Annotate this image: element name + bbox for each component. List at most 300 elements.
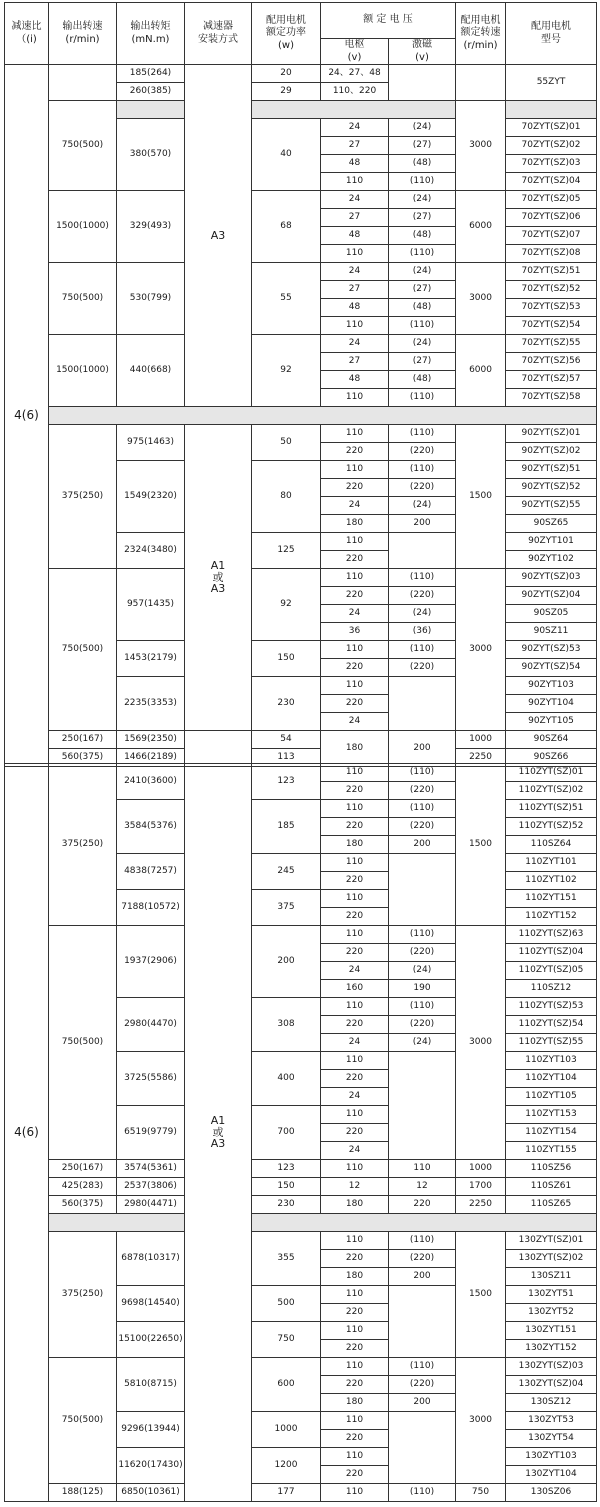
torque-cell: 6878(10317): [117, 1232, 185, 1286]
model-cell: 70ZYT(SZ)51: [506, 263, 597, 281]
model-cell: 130ZYT54: [506, 1430, 597, 1448]
excitation-cell: (24): [389, 263, 456, 281]
armature-cell: 110: [321, 1412, 389, 1430]
power-cell: 1000: [252, 1412, 321, 1448]
model-cell: 110ZYT(SZ)51: [506, 800, 597, 818]
speed-cell: 750(500): [49, 263, 117, 335]
power-cell: 375: [252, 890, 321, 926]
excitation-cell: (220): [389, 479, 456, 497]
excitation-cell: (110): [389, 998, 456, 1016]
power-cell: 150: [252, 1178, 321, 1196]
armature-cell: 110: [321, 1106, 389, 1124]
armature-cell: 220: [321, 479, 389, 497]
armature-cell: 220: [321, 1304, 389, 1322]
power-cell: 123: [252, 1160, 321, 1178]
power-cell: 40: [252, 119, 321, 191]
excitation-cell: (27): [389, 137, 456, 155]
armature-cell: 24、27、48: [321, 65, 389, 83]
motor-speed-cell: 3000: [456, 1358, 506, 1484]
model-cell: 130ZYT(SZ)03: [506, 1358, 597, 1376]
torque-cell: 3574(5361): [117, 1160, 185, 1178]
torque-cell: 3584(5376): [117, 800, 185, 854]
power-cell: 123: [252, 764, 321, 800]
blank-cell: [49, 1214, 185, 1232]
model-cell: 70ZYT(SZ)04: [506, 173, 597, 191]
excitation-cell: [389, 677, 456, 731]
torque-cell: 2410(3600): [117, 764, 185, 800]
model-cell: 90SZ64: [506, 731, 597, 749]
table-row: [5, 1358, 597, 1376]
model-cell: 90ZYT(SZ)01: [506, 425, 597, 443]
armature-cell: 220: [321, 818, 389, 836]
model-cell: 110ZYT105: [506, 1088, 597, 1106]
excitation-cell: [389, 1052, 456, 1160]
armature-cell: 180: [321, 1268, 389, 1286]
excitation-cell: (110): [389, 245, 456, 263]
excitation-cell: (36): [389, 623, 456, 641]
model-cell: 70ZYT(SZ)54: [506, 317, 597, 335]
model-cell: 130ZYT152: [506, 1340, 597, 1358]
table-row: [5, 731, 597, 749]
armature-cell: 24: [321, 119, 389, 137]
armature-cell: 110: [321, 1160, 389, 1178]
torque-cell: 957(1435): [117, 569, 185, 641]
model-cell: 130SZ12: [506, 1394, 597, 1412]
excitation-cell: (110): [389, 425, 456, 443]
model-cell: 90ZYT103: [506, 677, 597, 695]
header-mount: 减速器 安装方式: [185, 3, 252, 65]
motor-speed-cell: 1000: [456, 731, 506, 749]
armature-cell: 110: [321, 1448, 389, 1466]
model-cell: 70ZYT(SZ)02: [506, 137, 597, 155]
armature-cell: 27: [321, 281, 389, 299]
power-cell: 245: [252, 854, 321, 890]
armature-cell: 110: [321, 1232, 389, 1250]
model-cell: 90ZYT(SZ)54: [506, 659, 597, 677]
model-cell: 110SZ12: [506, 980, 597, 998]
table-row: [5, 65, 597, 83]
armature-cell: 24: [321, 1088, 389, 1106]
mount-cell: [185, 731, 252, 767]
excitation-cell: 190: [389, 980, 456, 998]
power-cell: 150: [252, 641, 321, 677]
excitation-cell: 200: [389, 1268, 456, 1286]
table-row: [5, 926, 597, 944]
excitation-cell: (110): [389, 764, 456, 782]
torque-cell: 1466(2189): [117, 749, 185, 767]
model-cell: 110ZYT155: [506, 1142, 597, 1160]
armature-cell: 220: [321, 695, 389, 713]
excitation-cell: (27): [389, 209, 456, 227]
armature-cell: 220: [321, 1430, 389, 1448]
model-cell: 70ZYT(SZ)07: [506, 227, 597, 245]
model-cell: 70ZYT(SZ)53: [506, 299, 597, 317]
armature-cell: 180: [321, 1196, 389, 1214]
excitation-cell: (220): [389, 587, 456, 605]
model-cell: 130SZ11: [506, 1268, 597, 1286]
speed-cell: 375(250): [49, 425, 117, 569]
excitation-cell: (24): [389, 335, 456, 353]
power-cell: 80: [252, 461, 321, 533]
excitation-cell: (48): [389, 155, 456, 173]
ratio-cell: 4(6): [5, 65, 49, 767]
model-cell: 90ZYT105: [506, 713, 597, 731]
model-cell: 90ZYT(SZ)52: [506, 479, 597, 497]
table-row: [5, 1484, 597, 1502]
motor-speed-cell: 1500: [456, 425, 506, 569]
power-cell: 177: [252, 1484, 321, 1502]
power-cell: 1200: [252, 1448, 321, 1484]
ratio-cell: 4(6): [5, 764, 49, 1502]
model-cell: 130ZYT104: [506, 1466, 597, 1484]
model-cell: 70ZYT(SZ)08: [506, 245, 597, 263]
torque-cell: 11620(17430): [117, 1448, 185, 1484]
motor-spec-table-1: [4, 2, 597, 767]
excitation-cell: (110): [389, 926, 456, 944]
armature-cell: 110: [321, 890, 389, 908]
armature-cell: 220: [321, 587, 389, 605]
armature-cell: 220: [321, 1124, 389, 1142]
excitation-cell: [389, 533, 456, 569]
model-cell: 70ZYT(SZ)56: [506, 353, 597, 371]
model-cell: 110ZYT101: [506, 854, 597, 872]
excitation-cell: [389, 1412, 456, 1484]
table-row: [5, 1196, 597, 1214]
model-cell: 110ZYT104: [506, 1070, 597, 1088]
model-cell: 110ZYT(SZ)53: [506, 998, 597, 1016]
armature-cell: 48: [321, 299, 389, 317]
armature-cell: 110: [321, 1358, 389, 1376]
excitation-cell: (110): [389, 461, 456, 479]
model-cell: 110ZYT(SZ)52: [506, 818, 597, 836]
power-cell: 600: [252, 1358, 321, 1412]
power-cell: 125: [252, 533, 321, 569]
speed-cell: 560(375): [49, 749, 117, 767]
excitation-cell: (220): [389, 659, 456, 677]
armature-cell: 36: [321, 623, 389, 641]
speed-cell: 750(500): [49, 926, 117, 1160]
model-cell: 55ZYT: [506, 65, 597, 101]
blank-cell: [252, 1214, 597, 1232]
mount-cell: A1 或 A3: [185, 425, 252, 731]
torque-cell: 440(668): [117, 335, 185, 407]
power-cell: 355: [252, 1232, 321, 1286]
model-cell: 130ZYT52: [506, 1304, 597, 1322]
armature-cell: 220: [321, 1016, 389, 1034]
motor-speed-cell: 3000: [456, 263, 506, 335]
armature-cell: 110: [321, 461, 389, 479]
torque-cell: 7188(10572): [117, 890, 185, 926]
blank-cell: [49, 407, 597, 425]
armature-cell: 220: [321, 1376, 389, 1394]
torque-cell: 1569(2350): [117, 731, 185, 749]
model-cell: 130ZYT53: [506, 1412, 597, 1430]
excitation-cell: (110): [389, 569, 456, 587]
excitation-cell: (110): [389, 1358, 456, 1376]
armature-cell: 110: [321, 1286, 389, 1304]
armature-cell: 220: [321, 443, 389, 461]
excitation-cell: 200: [389, 836, 456, 854]
blank-cell: [506, 101, 597, 119]
table-row: [5, 764, 597, 782]
motor-speed-cell: 3000: [456, 101, 506, 191]
armature-cell: 27: [321, 209, 389, 227]
torque-cell: 1549(2320): [117, 461, 185, 533]
power-cell: 185: [252, 800, 321, 854]
armature-cell: 24: [321, 605, 389, 623]
header-excitation: 激磁 (v): [389, 39, 456, 65]
header-motor-speed: 配用电机 额定转速 (r/min): [456, 3, 506, 65]
model-cell: 110ZYT(SZ)02: [506, 782, 597, 800]
power-cell: 50: [252, 425, 321, 461]
excitation-cell: (24): [389, 119, 456, 137]
armature-cell: 220: [321, 1466, 389, 1484]
motor-spec-table-2: [4, 763, 597, 1502]
model-cell: 110ZYT(SZ)55: [506, 1034, 597, 1052]
separator-row: [5, 1214, 597, 1232]
power-cell: 20: [252, 65, 321, 83]
model-cell: 130ZYT(SZ)02: [506, 1250, 597, 1268]
excitation-cell: (24): [389, 962, 456, 980]
armature-cell: 24: [321, 497, 389, 515]
table-row: [5, 1178, 597, 1196]
armature-cell: 24: [321, 191, 389, 209]
power-cell: 92: [252, 569, 321, 641]
armature-cell: 48: [321, 227, 389, 245]
blank-cell: [252, 101, 456, 119]
excitation-cell: (48): [389, 371, 456, 389]
speed-cell: 375(250): [49, 764, 117, 926]
armature-cell: 220: [321, 659, 389, 677]
excitation-cell: (110): [389, 173, 456, 191]
torque-cell: 6850(10361): [117, 1484, 185, 1502]
armature-cell: 110: [321, 1322, 389, 1340]
model-cell: 110ZYT154: [506, 1124, 597, 1142]
model-cell: 70ZYT(SZ)55: [506, 335, 597, 353]
torque-cell: 2324(3480): [117, 533, 185, 569]
power-cell: 750: [252, 1322, 321, 1358]
model-cell: 110ZYT152: [506, 908, 597, 926]
table-row: [5, 191, 597, 209]
model-cell: 90ZYT(SZ)04: [506, 587, 597, 605]
torque-cell: 6519(9779): [117, 1106, 185, 1160]
armature-cell: 27: [321, 353, 389, 371]
armature-cell: 24: [321, 263, 389, 281]
torque-cell: 329(493): [117, 191, 185, 263]
armature-cell: 220: [321, 551, 389, 569]
torque-cell: 185(264): [117, 65, 185, 83]
armature-cell: 110: [321, 926, 389, 944]
armature-cell: 180: [321, 1394, 389, 1412]
excitation-cell: 200: [389, 1394, 456, 1412]
blank-cell: [117, 101, 185, 119]
armature-cell: 110: [321, 764, 389, 782]
power-cell: 500: [252, 1286, 321, 1322]
model-cell: 70ZYT(SZ)05: [506, 191, 597, 209]
armature-cell: 110: [321, 317, 389, 335]
speed-cell: 425(283): [49, 1178, 117, 1196]
model-cell: 70ZYT(SZ)06: [506, 209, 597, 227]
motor-speed-cell: 6000: [456, 335, 506, 407]
separator-row: [5, 407, 597, 425]
model-cell: 90SZ65: [506, 515, 597, 533]
model-cell: 90SZ05: [506, 605, 597, 623]
header-armature: 电枢 (v): [321, 39, 389, 65]
table-row: [5, 425, 597, 443]
torque-cell: 380(570): [117, 119, 185, 191]
excitation-cell: [389, 65, 456, 101]
torque-cell: 5810(8715): [117, 1358, 185, 1412]
model-cell: 130ZYT(SZ)01: [506, 1232, 597, 1250]
model-cell: 110ZYT(SZ)01: [506, 764, 597, 782]
model-cell: 110SZ56: [506, 1160, 597, 1178]
excitation-cell: (110): [389, 1484, 456, 1502]
model-cell: 90ZYT(SZ)51: [506, 461, 597, 479]
model-cell: 90ZYT(SZ)02: [506, 443, 597, 461]
model-cell: 110ZYT(SZ)04: [506, 944, 597, 962]
excitation-cell: (220): [389, 443, 456, 461]
speed-cell: 250(167): [49, 731, 117, 749]
armature-cell: 110: [321, 425, 389, 443]
speed-cell: 375(250): [49, 1232, 117, 1358]
torque-cell: 2980(4470): [117, 998, 185, 1052]
excitation-cell: (220): [389, 1016, 456, 1034]
armature-cell: 110: [321, 1484, 389, 1502]
power-cell: 400: [252, 1052, 321, 1106]
armature-cell: 180: [321, 836, 389, 854]
excitation-cell: (24): [389, 605, 456, 623]
motor-speed-cell: 2250: [456, 749, 506, 767]
motor-speed-cell: 1000: [456, 1160, 506, 1178]
model-cell: 110SZ65: [506, 1196, 597, 1214]
model-cell: 110SZ61: [506, 1178, 597, 1196]
header-motor-model: 配用电机 型号: [506, 3, 597, 65]
armature-cell: 110: [321, 800, 389, 818]
motor-speed-cell: 3000: [456, 569, 506, 731]
motor-speed-cell: 1700: [456, 1178, 506, 1196]
excitation-cell: 200: [389, 731, 456, 767]
table-row: [5, 1160, 597, 1178]
armature-cell: 12: [321, 1178, 389, 1196]
torque-cell: 9296(13944): [117, 1412, 185, 1448]
model-cell: 90SZ11: [506, 623, 597, 641]
torque-cell: 2235(3353): [117, 677, 185, 731]
motor-speed-cell: 1500: [456, 764, 506, 926]
excitation-cell: (27): [389, 281, 456, 299]
excitation-cell: 110: [389, 1160, 456, 1178]
armature-cell: 24: [321, 1142, 389, 1160]
power-cell: 68: [252, 191, 321, 263]
header-motor-power: 配用电机 额定功率 (w): [252, 3, 321, 65]
speed-cell: 1500(1000): [49, 335, 117, 407]
model-cell: 90ZYT104: [506, 695, 597, 713]
armature-cell: 110: [321, 245, 389, 263]
torque-cell: 1937(2906): [117, 926, 185, 998]
armature-cell: 220: [321, 1250, 389, 1268]
excitation-cell: (220): [389, 818, 456, 836]
power-cell: 200: [252, 926, 321, 998]
power-cell: 92: [252, 335, 321, 407]
armature-cell: 110: [321, 641, 389, 659]
model-cell: 130ZYT151: [506, 1322, 597, 1340]
excitation-cell: (24): [389, 191, 456, 209]
torque-cell: 9698(14540): [117, 1286, 185, 1322]
armature-cell: 110: [321, 173, 389, 191]
model-cell: 90ZYT(SZ)55: [506, 497, 597, 515]
model-cell: 90ZYT(SZ)53: [506, 641, 597, 659]
header-row: [5, 3, 597, 39]
motor-speed-cell: [456, 65, 506, 101]
excitation-cell: (48): [389, 299, 456, 317]
table-row: [5, 335, 597, 353]
model-cell: 70ZYT(SZ)03: [506, 155, 597, 173]
speed-cell: [49, 65, 117, 101]
armature-cell: 110: [321, 854, 389, 872]
power-cell: 29: [252, 83, 321, 101]
armature-cell: 220: [321, 908, 389, 926]
armature-cell: 110、220: [321, 83, 389, 101]
model-cell: 130ZYT51: [506, 1286, 597, 1304]
model-cell: 70ZYT(SZ)52: [506, 281, 597, 299]
model-cell: 130ZYT103: [506, 1448, 597, 1466]
model-cell: 110SZ64: [506, 836, 597, 854]
armature-cell: 48: [321, 155, 389, 173]
model-cell: 110ZYT(SZ)05: [506, 962, 597, 980]
excitation-cell: 12: [389, 1178, 456, 1196]
power-cell: 700: [252, 1106, 321, 1160]
armature-cell: 110: [321, 569, 389, 587]
motor-speed-cell: 1500: [456, 1232, 506, 1358]
speed-cell: 560(375): [49, 1196, 117, 1214]
excitation-cell: (24): [389, 497, 456, 515]
armature-cell: 24: [321, 1034, 389, 1052]
table-row: [5, 263, 597, 281]
excitation-cell: (220): [389, 1376, 456, 1394]
excitation-cell: (48): [389, 227, 456, 245]
power-cell: 113: [252, 749, 321, 767]
speed-cell: 750(500): [49, 101, 117, 191]
power-cell: 230: [252, 677, 321, 731]
armature-cell: 110: [321, 998, 389, 1016]
armature-cell: 220: [321, 782, 389, 800]
mount-cell: A1 或 A3: [185, 764, 252, 1502]
armature-cell: 27: [321, 137, 389, 155]
speed-cell: 750(500): [49, 1358, 117, 1484]
model-cell: 110ZYT102: [506, 872, 597, 890]
armature-cell: 160: [321, 980, 389, 998]
model-cell: 90ZYT102: [506, 551, 597, 569]
torque-cell: 3725(5586): [117, 1052, 185, 1106]
armature-cell: 220: [321, 872, 389, 890]
power-cell: 54: [252, 731, 321, 749]
excitation-cell: (220): [389, 782, 456, 800]
armature-cell: 48: [321, 371, 389, 389]
model-cell: 70ZYT(SZ)57: [506, 371, 597, 389]
header-rated-voltage: 额 定 电 压: [321, 3, 456, 39]
model-cell: 90ZYT(SZ)03: [506, 569, 597, 587]
power-cell: 308: [252, 998, 321, 1052]
mount-cell: A3: [185, 65, 252, 407]
excitation-cell: (110): [389, 389, 456, 407]
torque-cell: 530(799): [117, 263, 185, 335]
power-cell: 55: [252, 263, 321, 335]
model-cell: 70ZYT(SZ)01: [506, 119, 597, 137]
armature-cell: 220: [321, 944, 389, 962]
model-cell: 130SZ06: [506, 1484, 597, 1502]
excitation-cell: [389, 1286, 456, 1358]
armature-cell: 110: [321, 677, 389, 695]
torque-cell: 15100(22650): [117, 1322, 185, 1358]
